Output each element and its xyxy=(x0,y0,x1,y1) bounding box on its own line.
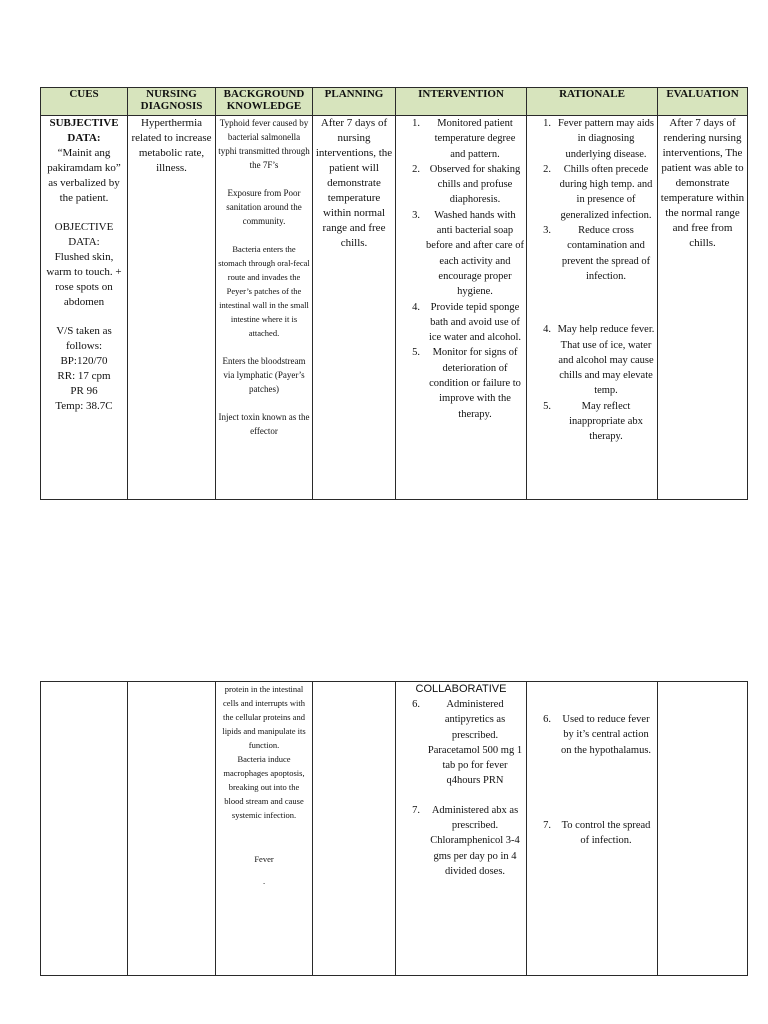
background-p7: Bacteria induce macrophages apoptosis, breaking out into the blood stream and cause systemic infection. xyxy=(223,754,305,820)
diagnosis-text: Hyperthermia related to increase metabolic rate, illness. xyxy=(131,117,212,174)
item-text: Observed for shaking chills and profuse diaphoresis. xyxy=(429,163,521,206)
vs-intro: V/S taken as follows: xyxy=(56,325,112,352)
background-cell-continued xyxy=(216,682,313,976)
item-number: 1. xyxy=(543,118,551,129)
objective-text: Flushed skin, warm to touch. + rose spots on abdomen xyxy=(46,251,122,308)
header-row xyxy=(41,88,748,116)
rationale-list-continued xyxy=(529,712,655,758)
intervention-list-continued xyxy=(398,697,524,789)
item-number: 5. xyxy=(412,347,420,359)
list-item xyxy=(398,208,524,300)
background-cell xyxy=(216,116,313,500)
intervention-cell-continued xyxy=(396,682,527,976)
intervention-cell xyxy=(396,116,527,500)
background-p2: Exposure from Poor sanitation around the community. xyxy=(226,188,302,226)
rationale-cell-continued xyxy=(527,682,658,976)
vs-pr: PR 96 xyxy=(70,385,98,397)
list-item xyxy=(529,116,655,162)
header-rationale: RATIONALE xyxy=(527,88,658,116)
item-number: 7. xyxy=(543,819,551,831)
subjective-text: “Mainit ang pakiramdam ko” as verbalized by the patient. xyxy=(47,147,121,204)
item-text: Chills often precede during high temp. and in presence of generalized infection. xyxy=(559,163,653,221)
list-item xyxy=(398,300,524,346)
item-number: 2. xyxy=(543,163,551,175)
evaluation-text: After 7 days of rendering nursing interventions, The patient was able to demonstrate temperature within the normal range and free from chills. xyxy=(660,117,745,249)
rationale-list xyxy=(529,116,655,284)
background-p8: Fever xyxy=(254,854,274,864)
item-text: May reflect inappropriate abx therapy. xyxy=(569,400,643,443)
rationale-list xyxy=(529,322,655,444)
vs-bp: BP:120/70 xyxy=(60,355,108,367)
list-item xyxy=(529,223,655,284)
list-item xyxy=(398,803,524,879)
list-item xyxy=(529,712,655,758)
background-p6: protein in the intestinal cells and interrupts with the cellular proteins and lipids and manipulate its function. xyxy=(222,684,306,750)
care-plan-table-page-2 xyxy=(40,681,748,976)
rationale-cell xyxy=(527,116,658,500)
item-number: 4. xyxy=(543,324,551,336)
item-text: Fever pattern may aids in diagnosing underlying disease. xyxy=(558,118,654,160)
collaborative-label: COLLABORATIVE xyxy=(415,683,507,695)
background-p4: Enters the bloodstream via lymphatic (Payer’s patches) xyxy=(222,356,306,394)
table-row xyxy=(41,682,748,976)
list-item xyxy=(529,818,655,849)
item-number: 4. xyxy=(412,301,420,313)
item-number: 3. xyxy=(543,225,551,237)
item-number: 6. xyxy=(543,714,551,725)
item-text xyxy=(426,697,524,789)
background-p1: Typhoid fever caused by bacterial salmonella typhi transmitted through the 7F’s xyxy=(218,118,310,170)
intervention-item-7: Administered abx as prescribed. xyxy=(431,804,519,832)
item-number: 7. xyxy=(412,804,420,816)
list-item xyxy=(529,399,655,445)
background-p9: . xyxy=(262,876,266,886)
header-background-knowledge: BACKGROUND KNOWLEDGE xyxy=(216,88,313,116)
care-plan-table-page-1 xyxy=(40,87,748,500)
header-evaluation: EVALUATION xyxy=(658,88,748,116)
cues-cell-continued xyxy=(41,682,128,976)
table-row xyxy=(41,116,748,500)
item-number: 6. xyxy=(412,699,420,710)
planning-text: After 7 days of nursing interventions, the patient will demonstrate temperature within normal range and free chills. xyxy=(315,117,393,249)
evaluation-cell xyxy=(658,116,748,500)
header-cues: CUES xyxy=(41,88,128,116)
intervention-item-7-drug: Chloramphenicol 3-4 gms per day po in 4 divided doses. xyxy=(430,835,520,877)
planning-cell-continued xyxy=(313,682,396,976)
item-text xyxy=(426,803,524,879)
rationale-item-7: To control the spread of infection. xyxy=(561,819,651,847)
list-item xyxy=(398,162,524,208)
list-item xyxy=(398,697,524,789)
item-text: Reduce cross contamination and prevent the spread of infection. xyxy=(561,225,651,282)
intervention-item-6: Administered antipyretics as prescribed. xyxy=(444,699,506,741)
intervention-list xyxy=(398,116,524,422)
item-number: 5. xyxy=(543,400,551,412)
list-item xyxy=(529,162,655,223)
item-text: Monitored patient temperature degree and pattern. xyxy=(434,118,516,160)
header-nursing-diagnosis: NURSING DIAGNOSIS xyxy=(128,88,216,116)
background-p5: Inject toxin known as the effector xyxy=(218,412,310,436)
intervention-item-6-drug: Paracetamol 500 mg 1 tab po for fever q4hours PRN xyxy=(427,744,523,787)
header-intervention: INTERVENTION xyxy=(396,88,527,116)
list-item xyxy=(529,322,655,398)
background-p3: Bacteria enters the stomach through oral-fecal route and invades the Peyer’s patches of the intestinal wall in the small intestine where it is attached. xyxy=(218,244,310,338)
diagnosis-cell xyxy=(128,116,216,500)
item-number: 1. xyxy=(412,118,420,129)
evaluation-cell-continued xyxy=(658,682,748,976)
list-item xyxy=(398,116,524,162)
intervention-list-continued xyxy=(398,803,524,879)
item-number: 3. xyxy=(412,209,420,221)
list-item xyxy=(398,345,524,421)
diagnosis-cell-continued xyxy=(128,682,216,976)
header-planning: PLANNING xyxy=(313,88,396,116)
planning-cell xyxy=(313,116,396,500)
item-text: May help reduce fever. That use of ice, water and alcohol may cause chills and may elevate temp. xyxy=(557,324,655,397)
item-number: 2. xyxy=(412,163,420,175)
rationale-item-6: Used to reduce fever by it’s central action on the hypothalamus. xyxy=(560,714,652,756)
item-text: Monitor for signs of deterioration of condition or failure to improve with the therapy. xyxy=(429,347,521,420)
subjective-label: SUBJECTIVE DATA: xyxy=(49,117,119,144)
vs-temp: Temp: 38.7C xyxy=(55,400,113,412)
rationale-list-continued xyxy=(529,818,655,849)
item-text: Provide tepid sponge bath and avoid use of ice water and alcohol. xyxy=(428,301,522,344)
vs-rr: RR: 17 cpm xyxy=(57,370,111,382)
cues-cell xyxy=(41,116,128,500)
item-text: Washed hands with anti bacterial soap before and after care of each activity and encourage proper hygiene. xyxy=(426,209,524,298)
objective-label: OBJECTIVE DATA: xyxy=(54,221,114,248)
